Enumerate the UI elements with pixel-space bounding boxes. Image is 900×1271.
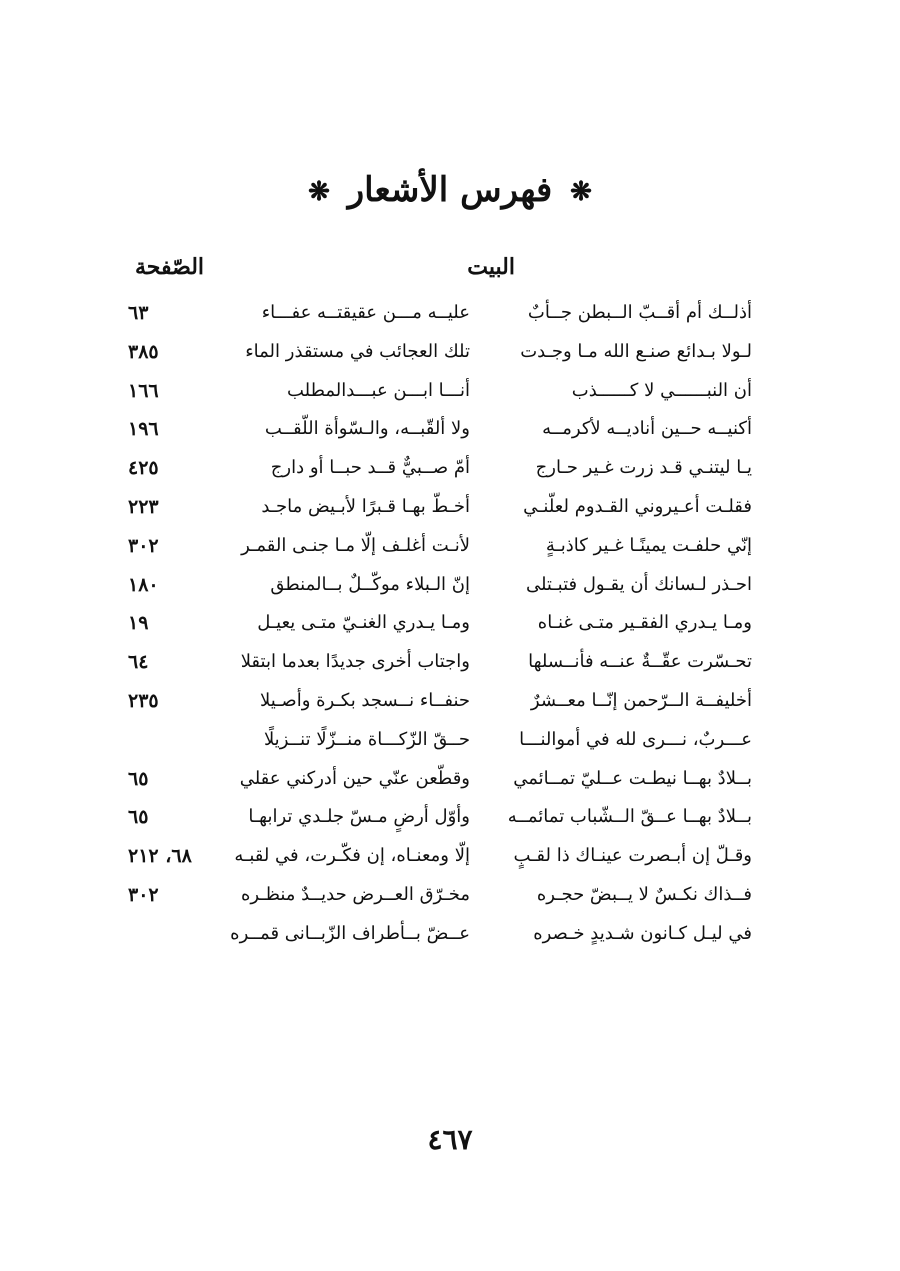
verse-first-hemistich: في ليـل كـانون شـديدٍ خـصره bbox=[533, 922, 752, 944]
verse-first-hemistich: احـذر لـسانك أن يقـول فتبـتلى bbox=[525, 573, 752, 595]
index-row bbox=[0, 450, 900, 489]
verse-second-hemistich: وأوّل أرضٍ مـسّ جلـدي ترابهـا bbox=[248, 806, 470, 828]
page-number: ١٩٦ bbox=[128, 418, 159, 441]
page-number: ٦٨، ٢١٢ bbox=[128, 845, 192, 868]
header-verse: البيت bbox=[467, 254, 515, 280]
index-row bbox=[0, 644, 900, 683]
index-header bbox=[0, 254, 900, 290]
verse-first-hemistich: أذلــك أم أقــبّ الــبطن جــأبٌ bbox=[527, 302, 752, 323]
verse-first-hemistich: أكنيــه حــين أناديــه لأكرمــه bbox=[542, 418, 752, 440]
verse-first-hemistich: بــلادٌ بهــا نيطـت عــليّ تمــائمي bbox=[513, 767, 752, 789]
verse-first-hemistich: فقلـت أعـيروني القـدوم لعلّنـي bbox=[523, 495, 752, 517]
index-row bbox=[0, 411, 900, 450]
index-row bbox=[0, 916, 900, 955]
verse-first-hemistich: ومـا يـدري الفقـير متـى غنـاه bbox=[537, 612, 752, 634]
verse-first-hemistich: فــذاك نكـسٌ لا يــبضّ حجـره bbox=[536, 883, 752, 905]
ornament-star-icon: ❋ bbox=[308, 177, 330, 207]
verse-second-hemistich: لأنـت أغلـف إلّا مـا جنـى القمـر bbox=[241, 534, 470, 556]
verse-second-hemistich: تلك العجائب في مستقذر الماء bbox=[245, 340, 470, 362]
page-number: ٣٨٥ bbox=[128, 340, 159, 363]
page-number: ٦٤ bbox=[128, 651, 149, 674]
verse-first-hemistich: إنّي حلفـت يمينًـا غـير كاذبـةٍ bbox=[545, 534, 752, 556]
index-row bbox=[0, 334, 900, 373]
page-number: ٣٠٢ bbox=[128, 534, 159, 557]
index-row bbox=[0, 683, 900, 722]
index-row bbox=[0, 528, 900, 567]
verse-second-hemistich: إلّا ومعنـاه، إن فكّـرت، في لقبـه bbox=[234, 845, 470, 867]
page-title bbox=[0, 168, 900, 214]
page-number: ١٨٠ bbox=[128, 573, 159, 596]
index-row bbox=[0, 605, 900, 644]
index-row bbox=[0, 799, 900, 838]
verse-second-hemistich: عليــه مـــن عقيقتــه عفـــاء bbox=[261, 302, 470, 323]
verse-first-hemistich: يـا ليتنـي قـد زرت غـير حـارج bbox=[535, 457, 752, 479]
verse-second-hemistich: أمّ صــبيٌّ قــد حبــا أو دارج bbox=[270, 457, 470, 479]
verse-second-hemistich: أنـــا ابـــن عبـــدالمطلب bbox=[286, 379, 470, 401]
page-number: ٢٣٥ bbox=[128, 689, 159, 712]
page-number: ٦٥ bbox=[128, 806, 149, 829]
verse-first-hemistich: عـــربٌ، نـــرى لله في أموالنـــا bbox=[519, 728, 752, 750]
verse-second-hemistich: أخـطّ بهـا قـبرًا لأبـيض ماجـد bbox=[261, 495, 470, 517]
poetry-index-list bbox=[0, 295, 900, 955]
index-row bbox=[0, 295, 900, 334]
verse-second-hemistich: عــضّ بــأطراف الزّبــانى قمــره bbox=[230, 922, 470, 944]
verse-second-hemistich: ومـا يـدري الغنـيّ متـى يعيـل bbox=[257, 612, 470, 634]
page-folio-number: ٤٦٧ bbox=[427, 1123, 473, 1156]
index-row bbox=[0, 722, 900, 761]
verse-first-hemistich: تحـسّرت عقّــةٌ عنــه فأنــسلها bbox=[528, 651, 752, 673]
verse-second-hemistich: إنّ الـبلاء موكّــلٌ بــالمنطق bbox=[270, 573, 470, 595]
page-number: ٦٣ bbox=[128, 302, 149, 324]
page-number: ١٩ bbox=[128, 612, 149, 635]
verse-first-hemistich: أن النبــــــي لا كــــــذب bbox=[571, 379, 752, 401]
index-row bbox=[0, 877, 900, 916]
page-number: ١٦٦ bbox=[128, 379, 159, 402]
verse-second-hemistich: حنفــاء نــسجد بكـرة وأصـيلا bbox=[259, 689, 470, 711]
verse-second-hemistich: حــقّ الزّكـــاة منــزّلًا تنــزيلًا bbox=[263, 728, 470, 750]
index-row bbox=[0, 567, 900, 606]
verse-first-hemistich: وقـلّ إن أبـصرت عينـاك ذا لقـبٍ bbox=[513, 845, 752, 867]
page-number: ٦٥ bbox=[128, 767, 149, 790]
verse-second-hemistich: مخـرّق العــرض حديــدٌ منظـره bbox=[240, 883, 470, 905]
verse-first-hemistich: أخليفــة الــرّحمن إنّــا معــشرٌ bbox=[530, 689, 752, 711]
page-title-text: فهرس الأشعار bbox=[347, 170, 553, 210]
ornament-star-icon: ❋ bbox=[570, 177, 592, 207]
index-row bbox=[0, 373, 900, 412]
verse-first-hemistich: لـولا بـدائع صنـع الله مـا وجـدت bbox=[520, 340, 752, 362]
page-number: ٣٠٢ bbox=[128, 883, 159, 906]
index-row bbox=[0, 838, 900, 877]
header-page: الصّفحة bbox=[135, 254, 205, 280]
verse-second-hemistich: واجتاب أخرى جديدًا بعدما ابتقلا bbox=[240, 651, 470, 673]
index-row bbox=[0, 489, 900, 528]
page-number: ٢٢٣ bbox=[128, 495, 159, 518]
verse-second-hemistich: ولا ألقّبــه، والـسّوأة اللّقــب bbox=[264, 418, 470, 440]
verse-second-hemistich: وقطّعن عنّي حين أدركني عقلي bbox=[239, 767, 470, 789]
verse-first-hemistich: بــلادٌ بهــا عــقّ الــشّباب تمائمــه bbox=[507, 806, 752, 828]
page-number: ٤٢٥ bbox=[128, 457, 159, 480]
index-row bbox=[0, 761, 900, 800]
